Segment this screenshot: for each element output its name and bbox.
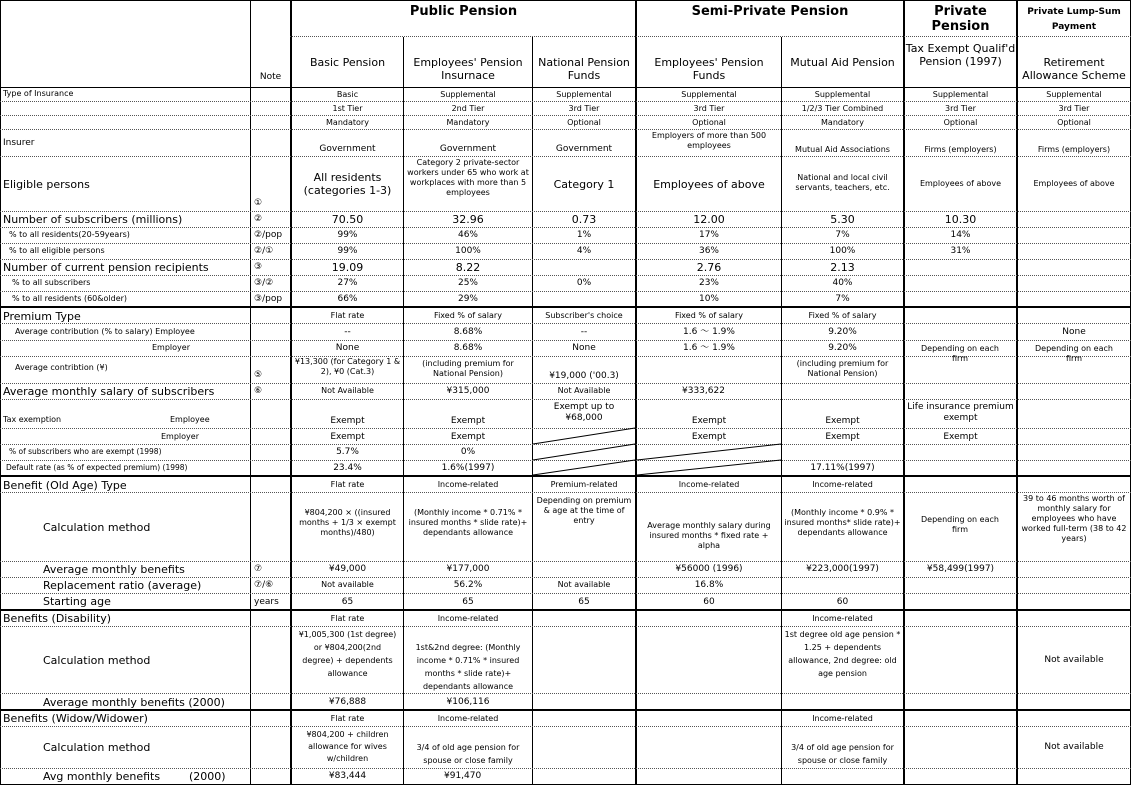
eligible-cell: Employees of above (1033, 179, 1115, 188)
type-tier: 3rd Tier (693, 104, 725, 113)
widow-avg-cell: ¥83,444 (328, 771, 367, 781)
eligible-cell: All residents (categories 1-3) (303, 171, 392, 197)
widow-type-cell: Income-related (437, 714, 499, 723)
type-tier: 3rd Tier (945, 104, 976, 113)
disability-calc-cell: 1st&2nd degree: (Monthly income * 0.71% * insured months * slide rate)+ dependants allowance (415, 643, 521, 691)
col-header-tax-exempt: Tax Exempt Qualif'd Pension (1997) (905, 42, 1016, 68)
avg-benefits-cell: ¥177,000 (446, 564, 490, 574)
tax-employee-cell: Exempt up to ¥68,000 (553, 402, 615, 423)
label-calc-method-disability: Calculation method (43, 654, 151, 667)
diagonal-line (637, 460, 781, 475)
label-recipients: Number of current pension recipients (3, 261, 209, 274)
starting-age-cell: 60 (836, 597, 849, 607)
contrib-employer-cell: None (572, 343, 596, 353)
contrib-employee-cell: None (1062, 327, 1086, 337)
diagonal-line (533, 460, 635, 475)
default-rate-cell: 23.4% (333, 463, 362, 473)
disability-calc-cell: 1st degree old age pension * 1.25 + dependents allowance, 2nd degree: old age pension (784, 630, 901, 678)
label-insurer: Insurer (3, 138, 35, 148)
pct-exempt-cell: 5.7% (336, 447, 359, 457)
col-header-basic: Basic Pension (309, 56, 386, 69)
note-replacement: ⑦/⑥ (254, 580, 274, 590)
label-tax-employer: Employer (161, 432, 199, 441)
pct-subscribers-cell: 27% (337, 278, 358, 288)
type-tier-kind: Basic (336, 90, 359, 99)
tax-employer-cell: Exempt (330, 432, 365, 442)
widow-calc-cell: Not available (1044, 742, 1104, 752)
replacement-cell: 56.2% (453, 580, 483, 590)
diagonal-line (533, 444, 635, 460)
label-benefit-old-age: Benefit (Old Age) Type (3, 479, 127, 492)
pct-subscribers-cell: 40% (832, 278, 853, 288)
label-type: Type of Insurance (3, 89, 74, 98)
avg-benefits-cell: ¥223,000(1997) (806, 564, 879, 574)
note-header: Note (259, 72, 282, 82)
pct-residents-cell: 1% (576, 230, 592, 240)
calc-old-cell: Average monthly salary during insured months * fixed rate + alpha (647, 521, 771, 550)
label-tax-employee: Employee (170, 415, 210, 424)
type-mandatory: Optional (1057, 118, 1091, 127)
type-mandatory: Optional (943, 118, 978, 127)
label-avg-salary: Average monthly salary of subscribers (3, 385, 215, 398)
pct-eligible-cell: 99% (337, 246, 358, 256)
eligible-cell: Employees of above (919, 179, 1002, 188)
disability-type-cell: Flat rate (330, 614, 365, 623)
widow-calc-cell: ¥804,200 + children allowance for wives w/children (306, 730, 389, 763)
pct-residents60-cell: 29% (457, 294, 478, 304)
calc-old-cell: Depending on each firm (921, 515, 999, 534)
note-pct-residents60: ③/pop (254, 294, 283, 304)
tax-employee-cell: Exempt (450, 416, 486, 426)
label-year-2000: (2000) (189, 770, 226, 783)
type-mandatory: Optional (692, 118, 726, 127)
label-avg-contribution-employee: Average contribution (% to salary) Employee (15, 327, 195, 336)
contrib-yen-cell: (including premium for National Pension) (422, 359, 514, 378)
note-pct-eligible: ②/① (254, 246, 274, 256)
recipients-cell: 19.09 (331, 261, 364, 274)
note-starting-age: years (254, 597, 279, 607)
disability-calc-cell: Not available (1044, 655, 1104, 665)
type-tier: 3rd Tier (568, 104, 600, 113)
col-header-employees-funds: Employees' Pension Funds (654, 56, 764, 82)
premium-type-cell: Flat rate (330, 311, 365, 320)
avg-salary-cell: Not Available (321, 386, 374, 395)
tax-employee-cell: Exempt (825, 416, 860, 426)
default-rate-cell: 17.11%(1997) (810, 463, 875, 473)
type-mandatory: Mandatory (821, 118, 864, 127)
calc-old-cell: (Monthly income * 0.9% * insured months* slide rate)+ dependants allowance (784, 508, 901, 537)
avg-benefits-cell: ¥58,499(1997) (926, 564, 995, 574)
label-pct-residents60: % to all residents (60&older) (12, 294, 128, 303)
widow-type-cell: Income-related (812, 714, 873, 723)
insurer-cell: Firms (employers) (1037, 145, 1111, 154)
group-public: Public Pension (409, 4, 518, 19)
pct-subscribers-cell: 23% (698, 278, 719, 288)
label-avg-monthly-2000: Average monthly benefits (2000) (43, 696, 225, 709)
contrib-employer-cell: 9.20% (828, 343, 857, 353)
tax-employer-cell: Exempt (691, 432, 727, 442)
type-tier-kind: Supplemental (556, 90, 612, 99)
replacement-cell: Not available (557, 580, 611, 589)
widow-type-cell: Flat rate (330, 714, 365, 723)
premium-type-cell: Fixed % of salary (675, 311, 743, 320)
widow-calc-cell: 3/4 of old age pension for spouse or close family (416, 743, 520, 765)
note-avg-salary: ⑥ (254, 386, 263, 396)
type-mandatory: Mandatory (326, 118, 369, 127)
pct-subscribers-cell: 25% (457, 278, 478, 288)
diagonal-line (533, 428, 635, 444)
contrib-employee-cell: 8.68% (453, 327, 483, 337)
col-header-retirement: Retirement Allowance Scheme (1022, 56, 1126, 82)
insurer-cell: Mutual Aid Associations (795, 145, 890, 154)
label-pct-exempt: % of subscribers who are exempt (1998) (9, 447, 162, 456)
type-tier: 1/2/3 Tier Combined (801, 104, 884, 113)
note-subscribers: ② (254, 214, 263, 224)
contrib-yen-cell: (including premium for National Pension) (796, 359, 889, 378)
avg-salary-cell: Not Available (557, 386, 611, 395)
tax-employee-cell: Exempt (691, 416, 727, 426)
type-tier: 2nd Tier (451, 104, 485, 113)
label-pct-subscribers: % to all subscribers (12, 278, 91, 287)
contrib-yen-cell: ¥19,000 ('00.3) (549, 371, 619, 381)
contrib-employee-cell: 1.6 ～ 1.9% (683, 327, 735, 337)
note-recipients: ③ (254, 262, 263, 272)
replacement-cell: 16.8% (694, 580, 724, 590)
contrib-employee-cell: -- (580, 327, 588, 337)
pct-eligible-cell: 36% (698, 246, 719, 256)
benefit-type-cell: Premium-related (550, 480, 618, 489)
calc-old-cell: ¥804,200 × ((insured months + 1/3 × exempt months)/480) (299, 508, 396, 537)
recipients-cell: 2.13 (830, 261, 855, 274)
avg-benefits-cell: ¥56000 (1996) (675, 564, 743, 574)
benefit-type-cell: Flat rate (330, 480, 365, 489)
pct-subscribers-cell: 0% (576, 278, 592, 288)
starting-age-cell: 65 (341, 597, 354, 607)
type-tier-kind: Supplemental (814, 90, 871, 99)
disability-avg-cell: ¥76,888 (328, 697, 367, 707)
premium-type-cell: Fixed % of salary (808, 311, 877, 320)
label-avg-contribution-yen: Average contribtion (¥) (15, 363, 108, 372)
avg-benefits-cell: ¥49,000 (328, 564, 367, 574)
type-tier: 3rd Tier (1058, 104, 1090, 113)
pct-residents60-cell: 7% (835, 294, 850, 304)
pct-exempt-cell: 0% (460, 447, 476, 457)
note-eligible: ① (254, 198, 263, 208)
type-tier-kind: Supplemental (440, 90, 496, 99)
label-subscribers: Number of subscribers (millions) (3, 213, 183, 226)
pct-residents-cell: 14% (950, 230, 971, 240)
widow-avg-cell: ¥91,470 (444, 771, 482, 781)
disability-avg-cell: ¥106,116 (446, 697, 490, 707)
starting-age-cell: 60 (703, 597, 715, 607)
avg-salary-cell: ¥333,622 (682, 386, 725, 396)
subscribers-cell: 32.96 (452, 213, 484, 226)
subscribers-cell: 10.30 (944, 213, 977, 226)
label-pct-eligible: % to all eligible persons (9, 246, 105, 255)
contrib-yen-cell: Depending on each firm (921, 344, 999, 363)
contrib-employer-cell: 8.68% (453, 343, 483, 353)
label-contribution-employer: Employer (152, 343, 190, 352)
insurer-cell: Government (555, 144, 613, 154)
insurer-cell: Government (439, 144, 497, 154)
benefit-type-cell: Income-related (437, 480, 499, 489)
calc-old-cell: Depending on premium & age at the time of entry (536, 496, 632, 525)
contrib-employee-cell: -- (344, 327, 351, 337)
label-default-rate: Default rate (as % of expected premium) (1998) (6, 463, 188, 472)
label-tax-exemption: Tax exemption (3, 415, 62, 424)
group-semi-private: Semi-Private Pension (691, 4, 849, 19)
pct-eligible-cell: 31% (950, 246, 971, 256)
contrib-employer-cell: 1.6 ～ 1.9% (683, 343, 735, 353)
starting-age-cell: 65 (462, 597, 474, 607)
note-avg-monthly: ⑦ (254, 564, 263, 574)
label-premium-type: Premium Type (3, 310, 81, 323)
tax-employer-cell: Exempt (825, 432, 860, 442)
type-mandatory: Optional (567, 118, 601, 127)
col-header-mutual-aid: Mutual Aid Pension (790, 56, 895, 69)
contrib-yen-cell: Depending on each firm (1035, 344, 1113, 363)
tax-employee-cell: Exempt (330, 416, 365, 426)
pct-residents60-cell: 66% (337, 294, 358, 304)
contrib-employee-cell: 9.20% (828, 327, 857, 337)
pct-residents-cell: 99% (337, 230, 358, 240)
replacement-cell: Not available (321, 580, 374, 589)
label-benefits-widow: Benefits (Widow/Widower) (3, 712, 148, 725)
tax-employer-cell: Exempt (450, 432, 486, 442)
disability-calc-cell: ¥1,005,300 (1st degree) or ¥804,200(2nd degree) + dependents allowance (298, 630, 397, 678)
calc-old-cell: 39 to 46 months worth of monthly salary for employees who have worked full-term (38 to 42 years) (1021, 494, 1127, 543)
label-eligible: Eligible persons (3, 178, 90, 191)
label-pct-residents: % to all residents(20-59years) (9, 230, 130, 239)
type-tier: 1st Tier (332, 104, 363, 113)
contrib-employer-cell: None (335, 343, 360, 353)
eligible-cell: Category 1 (553, 178, 615, 191)
disability-type-cell: Income-related (437, 614, 499, 623)
recipients-cell: 8.22 (455, 261, 481, 274)
starting-age-cell: 65 (578, 597, 590, 607)
note-avg-contribution-yen: ⑤ (254, 370, 263, 380)
pct-eligible-cell: 4% (576, 246, 592, 256)
benefit-type-cell: Income-related (812, 480, 873, 489)
type-mandatory: Mandatory (446, 118, 490, 127)
eligible-cell: Category 2 private-sector workers under 65 who work at workplaces with more than 5 employees (407, 158, 529, 197)
tax-employee-cell: Life insurance premium exempt (907, 402, 1014, 423)
type-tier-kind: Supplemental (932, 90, 989, 99)
default-rate-cell: 1.6%(1997) (441, 463, 495, 473)
benefit-type-cell: Income-related (678, 480, 740, 489)
label-calc-method-old: Calculation method (43, 521, 151, 534)
subscribers-cell: 12.00 (693, 213, 725, 226)
label-starting-age: Starting age (43, 595, 111, 608)
group-lump-sum: Private Lump-Sum Payment (1027, 7, 1121, 32)
calc-old-cell: (Monthly income * 0.71% * insured months * slide rate)+ dependants allowance (408, 508, 528, 537)
type-tier-kind: Supplemental (681, 90, 737, 99)
disability-type-cell: Income-related (812, 614, 873, 623)
label-avg-monthly-widow: Avg monthly benefits (43, 770, 161, 783)
pct-residents-cell: 17% (698, 230, 719, 240)
subscribers-cell: 70.50 (331, 213, 364, 226)
insurer-cell: Employers of more than 500 employees (651, 131, 767, 150)
group-private: Private Pension (931, 4, 990, 34)
label-avg-monthly: Average monthly benefits (43, 563, 185, 576)
eligible-cell: Employees of above (653, 178, 765, 191)
insurer-cell: Firms (employers) (924, 145, 997, 154)
type-tier-kind: Supplemental (1046, 90, 1102, 99)
avg-salary-cell: ¥315,000 (446, 386, 490, 396)
label-replacement: Replacement ratio (average) (43, 579, 202, 592)
col-header-national-funds: National Pension Funds (538, 56, 630, 82)
premium-type-cell: Subscriber's choice (545, 311, 623, 320)
col-header-employees-insurance: Employees' Pension Insurnace (413, 56, 523, 82)
subscribers-cell: 0.73 (571, 213, 597, 226)
eligible-cell: National and local civil servants, teachers, etc. (795, 173, 890, 192)
recipients-cell: 2.76 (696, 261, 722, 274)
label-calc-method-widow: Calculation method (43, 741, 151, 754)
diagonal-line (637, 444, 781, 460)
note-pct-subscribers: ③/② (254, 278, 274, 288)
pct-eligible-cell: 100% (829, 246, 856, 256)
widow-calc-cell: 3/4 of old age pension for spouse or close family (791, 743, 894, 765)
label-benefits-disability: Benefits (Disability) (3, 612, 112, 625)
pct-residents-cell: 7% (835, 230, 850, 240)
subscribers-cell: 5.30 (830, 213, 855, 226)
pct-eligible-cell: 100% (455, 246, 481, 256)
pct-residents60-cell: 10% (698, 294, 719, 304)
premium-type-cell: Fixed % of salary (434, 311, 502, 320)
note-pct-residents: ②/pop (254, 230, 283, 240)
insurer-cell: Government (319, 144, 376, 154)
contrib-yen-cell: ¥13,300 (for Category 1 & 2), ¥0 (Cat.3) (294, 357, 401, 376)
tax-employer-cell: Exempt (943, 432, 978, 442)
pct-residents-cell: 46% (457, 230, 478, 240)
